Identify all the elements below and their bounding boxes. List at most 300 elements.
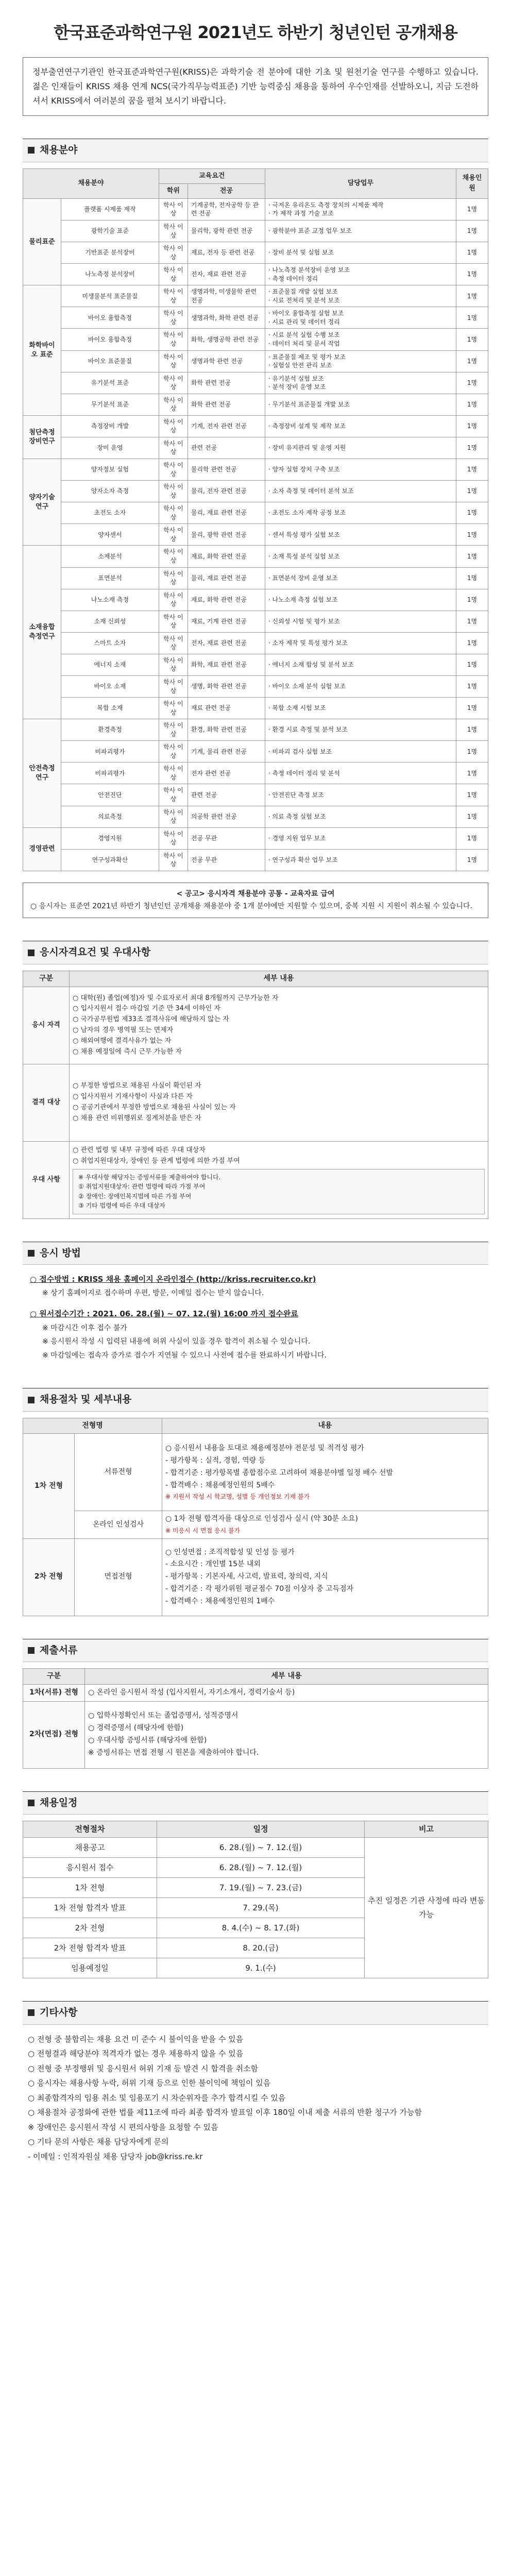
documents-table-body (23, 1684, 488, 1768)
col-header: 담당업무 (265, 168, 456, 198)
field-name: 장비 운영 (61, 437, 159, 459)
field-duty: · 극저온 유리온도 측정 장치의 시제품 제작 · 가 제작 과정 기술 보조 (265, 198, 456, 220)
square-bullet-icon (28, 1250, 35, 1257)
field-degree: 학사 이상 (159, 784, 188, 806)
schedule-date: 8. 20.(금) (157, 1938, 365, 1958)
field-duty: · 소자 측정 및 데이터 분석 보조 (265, 481, 456, 502)
schedule-date: 6. 28.(월) ~ 7. 12.(월) (157, 1858, 365, 1878)
qualification-table-body (23, 987, 488, 1218)
schedule-date: 6. 28.(월) ~ 7. 12.(월) (157, 1838, 365, 1858)
qual-content (70, 987, 488, 1064)
apply-method-note: ※ 상기 홈페이지로 접수하며 우편, 방문, 이메일 접수는 받지 않습니다. (42, 1289, 264, 1298)
process-name: 온라인 인성검사 (75, 1511, 162, 1538)
process-line: ○ 1차 전형 합격자를 대상으로 인성검사 실시 (약 30분 소요) (165, 1515, 358, 1523)
documents-table (23, 1668, 488, 1768)
field-major: 화학 관련 전공 (188, 394, 265, 415)
field-degree: 학사 이상 (159, 654, 188, 675)
field-count: 1명 (456, 524, 488, 546)
field-major: 화학, 생명공학 관련 전공 (188, 329, 265, 350)
notice-text: ○ 응시자는 표준연 2021년 하반기 청년인턴 공개채용 채용분야 중 1개 분야에만 지원할 수 있으며, 중복 지원 시 지원이 취소될 수 있습니다. (30, 902, 472, 910)
field-duty: · 측정장비 설계 및 제작 보조 (265, 415, 456, 437)
field-group: 경영관련 (23, 827, 61, 871)
table-row (23, 242, 488, 264)
field-degree: 학사 이상 (159, 524, 188, 546)
section-title: 제출서류 (40, 1644, 78, 1656)
field-duty: · 에너지 소재 합성 및 분석 보조 (265, 654, 456, 675)
table-row (23, 198, 488, 220)
process-line: - 합격배수 : 채용예정인원의 5배수 (165, 1481, 275, 1489)
field-name: 비파괴평가 (61, 741, 159, 762)
etc-item: ○ 전형 중 부정행위 및 응시원서 허위 기재 등 발견 시 합격을 취소함 (28, 2063, 259, 2073)
field-major: 물리학 관련 전공 (188, 459, 265, 481)
apply-period-note: ※ 응시원서 작성 시 입력된 내용에 허위 사실이 있을 경우 합격이 취소될 수 있습니다. (42, 1337, 311, 1346)
field-name: 스마트 소자 (61, 632, 159, 654)
table-row (23, 827, 488, 849)
process-content (162, 1538, 488, 1616)
table-row (23, 1538, 488, 1616)
etc-item: ○ 채용절차 공정화에 관한 법률 제11조에 따라 최종 합격자 발표일 이후 180일 이내 제출 서류의 반환 청구가 가능함 (28, 2108, 422, 2117)
table-row (23, 415, 488, 437)
field-group: 양자기술연구 (23, 459, 61, 546)
section-qualifications (23, 941, 488, 1218)
field-duty: · 표준물질 제조 및 평가 보조 · 실험실 안전 관리 보조 (265, 350, 456, 372)
field-duty: · 복합 소재 시험 보조 (265, 698, 456, 719)
field-count: 1명 (456, 589, 488, 611)
table-row (23, 1684, 488, 1701)
field-name: 소재분석 (61, 546, 159, 567)
stage-label: 2차 전형 (23, 1538, 75, 1616)
schedule-table-body (23, 1838, 488, 1978)
field-name: 표면분석 (61, 567, 159, 589)
field-duty: · 환경 시료 측정 및 분석 보조 (265, 719, 456, 741)
col-header: 구분 (23, 971, 70, 987)
field-degree: 학사 이상 (159, 741, 188, 762)
section-header (23, 2001, 488, 2024)
field-count: 1명 (456, 741, 488, 762)
table-row (23, 1701, 488, 1768)
field-count: 1명 (456, 415, 488, 437)
field-degree: 학사 이상 (159, 307, 188, 329)
field-count: 1명 (456, 719, 488, 741)
field-name: 광학기술 표준 (61, 221, 159, 242)
field-duty: · 센서 특성 평가 실험 보조 (265, 524, 456, 546)
field-degree: 학사 이상 (159, 221, 188, 242)
qual-label: 우대 사항 (23, 1141, 70, 1218)
field-major: 물리, 전자 관련 전공 (188, 481, 265, 502)
field-major: 생명, 화학 관련 전공 (188, 675, 265, 697)
table-row (23, 221, 488, 242)
schedule-table (23, 1821, 488, 1978)
process-line: ○ 응시원서 내용을 토대로 채용예정분야 전문성 및 적격성 평가 (165, 1444, 364, 1453)
square-bullet-icon (28, 1800, 35, 1806)
field-group: 첨단측정 장비연구 (23, 415, 61, 459)
field-major: 화학, 재료 관련 전공 (188, 654, 265, 675)
field-count: 1명 (456, 329, 488, 350)
table-row (23, 1511, 488, 1538)
section-header (23, 1388, 488, 1411)
field-count: 1명 (456, 698, 488, 719)
section-header (23, 139, 488, 162)
col-header: 교육요건 (159, 168, 265, 183)
field-duty: · 소자 제작 및 특성 평가 보조 (265, 632, 456, 654)
field-major: 물리, 재료 관련 전공 (188, 502, 265, 524)
field-name: 기반표준 분석장비 (61, 242, 159, 264)
bullet-item: ○ 입사지원서 기재사항이 사실과 다른 자 (73, 1093, 193, 1101)
notice-title: < 공고> 응시자격 채용분야 공통 - 교육자료 급여 (176, 889, 335, 898)
col-header: 내용 (162, 1418, 488, 1434)
field-duty: · 소재 특성 분석 실험 보조 (265, 546, 456, 567)
schedule-step: 1차 전형 (23, 1878, 157, 1898)
table-row (23, 675, 488, 697)
field-major: 물리, 재료 관련 전공 (188, 567, 265, 589)
field-major: 관련 전공 (188, 437, 265, 459)
etc-item: ○ 기타 문의 사항은 채용 담당자에게 문의 (28, 2137, 169, 2147)
etc-item: ○ 전형 중 불합리는 채용 요건 미 준수 시 불이익을 받을 수 있음 (28, 2034, 244, 2044)
field-duty: · 장비 유지관리 및 운영 지원 (265, 437, 456, 459)
process-line: - 소요시간 : 개인별 15분 내외 (165, 1560, 261, 1569)
field-major: 전자 관련 전공 (188, 762, 265, 784)
table-row (23, 394, 488, 415)
etc-item: ※ 장애인은 응시원서 작성 시 편의사항을 요청할 수 있음 (28, 2122, 218, 2132)
schedule-note: 추진 일정은 기관 사정에 따라 변동 가능 (365, 1838, 488, 1978)
field-duty: · 초전도 소자 제작 공정 보조 (265, 502, 456, 524)
field-duty: · 광학분야 표준 교정 업무 보조 (265, 221, 456, 242)
field-degree: 학사 이상 (159, 372, 188, 394)
field-name: 바이오 표준물질 (61, 350, 159, 372)
field-count: 1명 (456, 611, 488, 632)
field-degree: 학사 이상 (159, 459, 188, 481)
field-name: 의료측정 (61, 806, 159, 827)
stage-label: 1차 전형 (23, 1434, 75, 1538)
section-title: 응시자격요건 및 우대사항 (40, 946, 151, 958)
table-row (23, 1064, 488, 1141)
field-count: 1명 (456, 285, 488, 307)
field-count: 1명 (456, 437, 488, 459)
field-count: 1명 (456, 372, 488, 394)
col-header: 전형명 (23, 1418, 162, 1434)
bullet-item: ○ 채용 예정일에 즉시 근무 가능한 자 (73, 1047, 182, 1056)
col-header: 세부 내용 (70, 971, 488, 987)
process-line: - 합격배수 : 채용예정인원의 1배수 (165, 1597, 275, 1605)
field-major: 전자, 재료 관련 전공 (188, 264, 265, 285)
process-table (23, 1418, 488, 1616)
bullet-list (73, 993, 485, 1058)
section-title: 채용일정 (40, 1797, 78, 1808)
doc-content (85, 1684, 488, 1701)
table-row (23, 285, 488, 307)
bullet-item: ○ 취업지원대상자, 장애인 등 관계 법령에 의한 가점 부여 (73, 1157, 240, 1165)
table-row (23, 741, 488, 762)
field-count: 1명 (456, 221, 488, 242)
square-bullet-icon (28, 950, 35, 956)
field-degree: 학사 이상 (159, 806, 188, 827)
field-count: 1명 (456, 198, 488, 220)
process-line: - 합격기준 : 각 평가위원 평균점수 70점 이상자 중 고득점자 (165, 1585, 354, 1594)
schedule-date: 8. 4.(수) ~ 8. 17.(화) (157, 1918, 365, 1938)
doc-stage: 1차(서류) 전형 (23, 1684, 85, 1701)
field-group: 화학바이오 표준 (23, 285, 61, 416)
field-major: 생명과학, 미생물학 관련 전공 (188, 285, 265, 307)
table-row (23, 481, 488, 502)
table-row (23, 654, 488, 675)
bullet-item: ○ 해외여행에 결격사유가 없는 자 (73, 1037, 172, 1045)
document-title: 한국표준과학연구원 2021년도 하반기 청년인턴 공개채용 (54, 23, 457, 42)
note-item: ③ 기타 법령에 따른 우대 대상자 (78, 1202, 165, 1210)
field-group: 소재융합 측정연구 (23, 546, 61, 719)
doc-stage: 2차(면접) 전형 (23, 1701, 85, 1768)
section-header (23, 1639, 488, 1662)
bullet-item: ○ 남자의 경우 병역필 또는 면제자 (73, 1026, 174, 1035)
field-degree: 학사 이상 (159, 394, 188, 415)
process-line: ○ 인성면접 : 조직적합성 및 인성 등 평가 (165, 1548, 295, 1556)
section-fields (23, 139, 488, 918)
field-major: 기계, 물리 관련 전공 (188, 741, 265, 762)
field-duty: · 시료 분석 실험 수행 보조 · 데이터 처리 및 문서 작업 (265, 329, 456, 350)
table-row (23, 632, 488, 654)
process-content (162, 1434, 488, 1511)
process-line: - 평가항목 : 기본자세, 사고력, 발표력, 창의력, 지식 (165, 1572, 328, 1581)
field-degree: 학사 이상 (159, 242, 188, 264)
field-group: 물리표준 (23, 198, 61, 285)
field-duty: · 나노측정 분석장비 운영 보조 · 측정 데이터 정리 (265, 264, 456, 285)
doc-content (85, 1701, 488, 1768)
bullet-item: ○ 채용 관련 비위행위로 징계처분을 받은 자 (73, 1114, 201, 1122)
field-count: 1명 (456, 546, 488, 567)
field-degree: 학사 이상 (159, 198, 188, 220)
field-duty: · 연구성과 확산 업무 보조 (265, 849, 456, 871)
field-duty: · 양자 실험 장치 구축 보조 (265, 459, 456, 481)
section-schedule (23, 1791, 488, 1979)
field-degree: 학사 이상 (159, 264, 188, 285)
qual-label: 결격 대상 (23, 1064, 70, 1141)
etc-item: ○ 최종합격자의 임용 취소 및 임용포기 시 차순위자를 추가 합격시킬 수 있음 (28, 2093, 286, 2103)
field-count: 1명 (456, 264, 488, 285)
bullet-item: ○ 부정한 방법으로 채용된 사실이 확인된 자 (73, 1082, 201, 1090)
schedule-step: 2차 전형 합격자 발표 (23, 1938, 157, 1958)
fields-table-body (23, 198, 488, 871)
field-duty: · 표면분석 장비 운영 보조 (265, 567, 456, 589)
field-major: 재료, 전자 등 관련 전공 (188, 242, 265, 264)
process-content (162, 1511, 488, 1538)
process-warning: ※ 지원서 작성 시 학교명, 성별 등 개인정보 기재 불가 (165, 1493, 310, 1501)
section-title: 채용분야 (40, 144, 78, 156)
schedule-step: 임용예정일 (23, 1958, 157, 1978)
field-major: 전자, 재료 관련 전공 (188, 632, 265, 654)
field-count: 1명 (456, 502, 488, 524)
col-header: 비고 (365, 1821, 488, 1838)
field-duty: · 안전진단 측정 보조 (265, 784, 456, 806)
section-process (23, 1388, 488, 1616)
field-count: 1명 (456, 307, 488, 329)
apply-body (23, 1265, 488, 1365)
square-bullet-icon (28, 147, 35, 154)
field-count: 1명 (456, 394, 488, 415)
section-header (23, 1791, 488, 1815)
table-row (23, 589, 488, 611)
field-count: 1명 (456, 675, 488, 697)
field-duty: · 장비 분석 및 실험 보조 (265, 242, 456, 264)
field-name: 바이오 융합측정 (61, 307, 159, 329)
table-row (23, 987, 488, 1064)
fields-table (23, 168, 488, 871)
field-degree: 학사 이상 (159, 827, 188, 849)
field-major: 전공 무관 (188, 827, 265, 849)
field-degree: 학사 이상 (159, 675, 188, 697)
field-major: 생명과학 관련 전공 (188, 350, 265, 372)
field-duty: · 바이오 융합측정 실험 보조 · 시료 관리 및 데이터 정리 (265, 307, 456, 329)
process-table-body (23, 1434, 488, 1616)
table-row (23, 524, 488, 546)
field-major: 재료, 화학 관련 전공 (188, 589, 265, 611)
etc-item: ○ 응시자는 채용사항 누락, 허위 기재 등으로 인한 불이익에 책임이 있음 (28, 2078, 271, 2088)
section-title: 기타사항 (40, 2007, 78, 2019)
field-degree: 학사 이상 (159, 437, 188, 459)
col-header: 채용인원 (456, 168, 488, 198)
field-count: 1명 (456, 481, 488, 502)
col-header: 세부 내용 (85, 1669, 488, 1685)
schedule-step: 2차 전형 (23, 1918, 157, 1938)
intro-text: 정부출연연구기관인 한국표준과학연구원(KRISS)은 과학기술 전 분야에 대한 기초 및 원천기술 연구를 수행하고 있습니다. 젊은 인재들이 KRISS 채용 연계 NCS(국가직무능력표준) 기반 능력중심 채용을 통하여 우수인재를 선발하오니, 지금 도전하셔서 KRISS에서 여러분의 꿈을 펼쳐 보시기 바랍니다. (32, 67, 479, 106)
col-header: 구분 (23, 1669, 85, 1685)
bullet-item: ○ 입사지원서 접수 마감일 기준 만 34세 이하인 자 (73, 1005, 220, 1013)
field-degree: 학사 이상 (159, 415, 188, 437)
table-row (23, 849, 488, 871)
table-row (23, 502, 488, 524)
field-name: 비파괴평가 (61, 762, 159, 784)
col-header: 일정 (157, 1821, 365, 1838)
field-name: 환경측정 (61, 719, 159, 741)
field-major: 재료, 기계 관련 전공 (188, 611, 265, 632)
square-bullet-icon (28, 1647, 35, 1654)
schedule-date: 7. 19.(월) ~ 7. 23.(금) (157, 1878, 365, 1898)
bullet-list (73, 1145, 485, 1167)
table-row (23, 329, 488, 350)
square-bullet-icon (28, 2009, 35, 2016)
apply-method: ○ 접수방법 : KRISS 채용 홈페이지 온라인접수 (http://kriss.recruiter.co.kr) (30, 1274, 316, 1284)
qual-label: 응시 자격 (23, 987, 70, 1064)
field-major: 물리학, 광학 관련 전공 (188, 221, 265, 242)
field-degree: 학사 이상 (159, 329, 188, 350)
section-header (23, 941, 488, 964)
field-major: 생명과학, 화학 관련 전공 (188, 307, 265, 329)
field-degree: 학사 이상 (159, 719, 188, 741)
field-duty: · 신뢰성 시험 및 평가 보조 (265, 611, 456, 632)
section-title: 채용절차 및 세부내용 (40, 1394, 132, 1405)
table-row (23, 350, 488, 372)
field-name: 바이오 융합측정 (61, 329, 159, 350)
schedule-date: 9. 1.(수) (157, 1958, 365, 1978)
field-count: 1명 (456, 784, 488, 806)
table-row (23, 372, 488, 394)
field-duty: · 비파괴 검사 실험 보조 (265, 741, 456, 762)
bullet-item: ○ 관련 법령 및 내부 규정에 따른 우대 대상자 (73, 1146, 206, 1155)
field-name: 소재 신뢰성 (61, 611, 159, 632)
field-duty: · 의료 측정 실험 보조 (265, 806, 456, 827)
field-duty: · 표준물질 개발 실험 보조 · 시료 전처리 및 분석 보조 (265, 285, 456, 307)
field-duty: · 무기분석 표준물질 개발 보조 (265, 394, 456, 415)
field-name: 초전도 소자 (61, 502, 159, 524)
table-row (23, 698, 488, 719)
field-name: 나노소재 측정 (61, 589, 159, 611)
doc-line: ○ 온라인 응시원서 작성 (입사지원서, 자기소개서, 경력기술서 등) (88, 1688, 295, 1697)
field-name: 에너지 소재 (61, 654, 159, 675)
schedule-step: 응시원서 접수 (23, 1858, 157, 1878)
field-count: 1명 (456, 654, 488, 675)
field-name: 바이오 소재 (61, 675, 159, 697)
table-row (23, 307, 488, 329)
bullet-item: ○ 공공기관에서 부정한 방법으로 채용된 사실이 있는 자 (73, 1104, 236, 1112)
field-count: 1명 (456, 762, 488, 784)
field-name: 측정장비 개발 (61, 415, 159, 437)
field-degree: 학사 이상 (159, 611, 188, 632)
table-row (23, 546, 488, 567)
field-name: 유기분석 표준 (61, 372, 159, 394)
field-major: 기계, 전자 관련 전공 (188, 415, 265, 437)
note-item: ※ 우대사항 해당자는 증빙서류를 제출하여야 합니다. (78, 1173, 221, 1181)
col-header: 학위 (159, 183, 188, 198)
field-count: 1명 (456, 567, 488, 589)
col-header: 전형절차 (23, 1821, 157, 1838)
apply-period: ○ 원서접수기간 : 2021. 06. 28.(월) ~ 07. 12.(월) 16:00 까지 접수완료 (30, 1309, 298, 1319)
col-header: 채용분야 (23, 168, 159, 198)
field-duty: · 나노소재 측정 실험 보조 (265, 589, 456, 611)
field-name: 양자소자 측정 (61, 481, 159, 502)
field-name: 연구성과확산 (61, 849, 159, 871)
field-duty: · 바이오 소재 분석 실험 보조 (265, 675, 456, 697)
field-name: 양자센서 (61, 524, 159, 546)
intro-box (23, 57, 488, 116)
apply-period-note: ※ 마감시간 이후 접수 불가 (42, 1324, 127, 1332)
doc-line: ○ 입학사정확인서 또는 졸업증명서, 성적증명서 (88, 1711, 239, 1720)
section-etc (23, 2001, 488, 2164)
field-major: 환경, 화학 관련 전공 (188, 719, 265, 741)
qual-content (70, 1141, 488, 1218)
field-major: 재료 관련 전공 (188, 698, 265, 719)
field-degree: 학사 이상 (159, 481, 188, 502)
section-header (23, 1242, 488, 1265)
field-degree: 학사 이상 (159, 589, 188, 611)
etc-item: ○ 전형결과 해당분야 적격자가 없는 경우 채용하지 않을 수 있음 (28, 2049, 244, 2059)
field-count: 1명 (456, 459, 488, 481)
field-name: 무기분석 표준 (61, 394, 159, 415)
field-degree: 학사 이상 (159, 698, 188, 719)
table-row (23, 611, 488, 632)
bullet-item: ○ 국가공무원법 제33조 결격사유에 해당하지 않는 자 (73, 1015, 229, 1024)
field-name: 미생물분석 표준물질 (61, 285, 159, 307)
table-row (23, 1434, 488, 1511)
field-degree: 학사 이상 (159, 546, 188, 567)
section-apply (23, 1242, 488, 1366)
process-line: - 합격기준 : 평가항목별 종합점수로 고려하여 채용분야별 일정 배수 선발 (165, 1468, 394, 1477)
field-count: 1명 (456, 827, 488, 849)
table-row (23, 806, 488, 827)
etc-item: - 이메일 : 인적자원실 채용 담당자 job@kriss.re.kr (28, 2151, 203, 2161)
field-degree: 학사 이상 (159, 849, 188, 871)
table-row (23, 264, 488, 285)
schedule-date: 7. 29.(목) (157, 1898, 365, 1918)
field-count: 1명 (456, 350, 488, 372)
notice-box (23, 883, 488, 919)
field-count: 1명 (456, 806, 488, 827)
field-major: 화학 관련 전공 (188, 372, 265, 394)
section-title: 응시 방법 (40, 1247, 81, 1259)
table-row (23, 437, 488, 459)
table-row (23, 719, 488, 741)
field-duty: · 유기분석 실험 보조 · 분석 장비 운영 보조 (265, 372, 456, 394)
field-count: 1명 (456, 849, 488, 871)
etc-list (23, 2025, 488, 2164)
table-row (23, 1838, 488, 1858)
